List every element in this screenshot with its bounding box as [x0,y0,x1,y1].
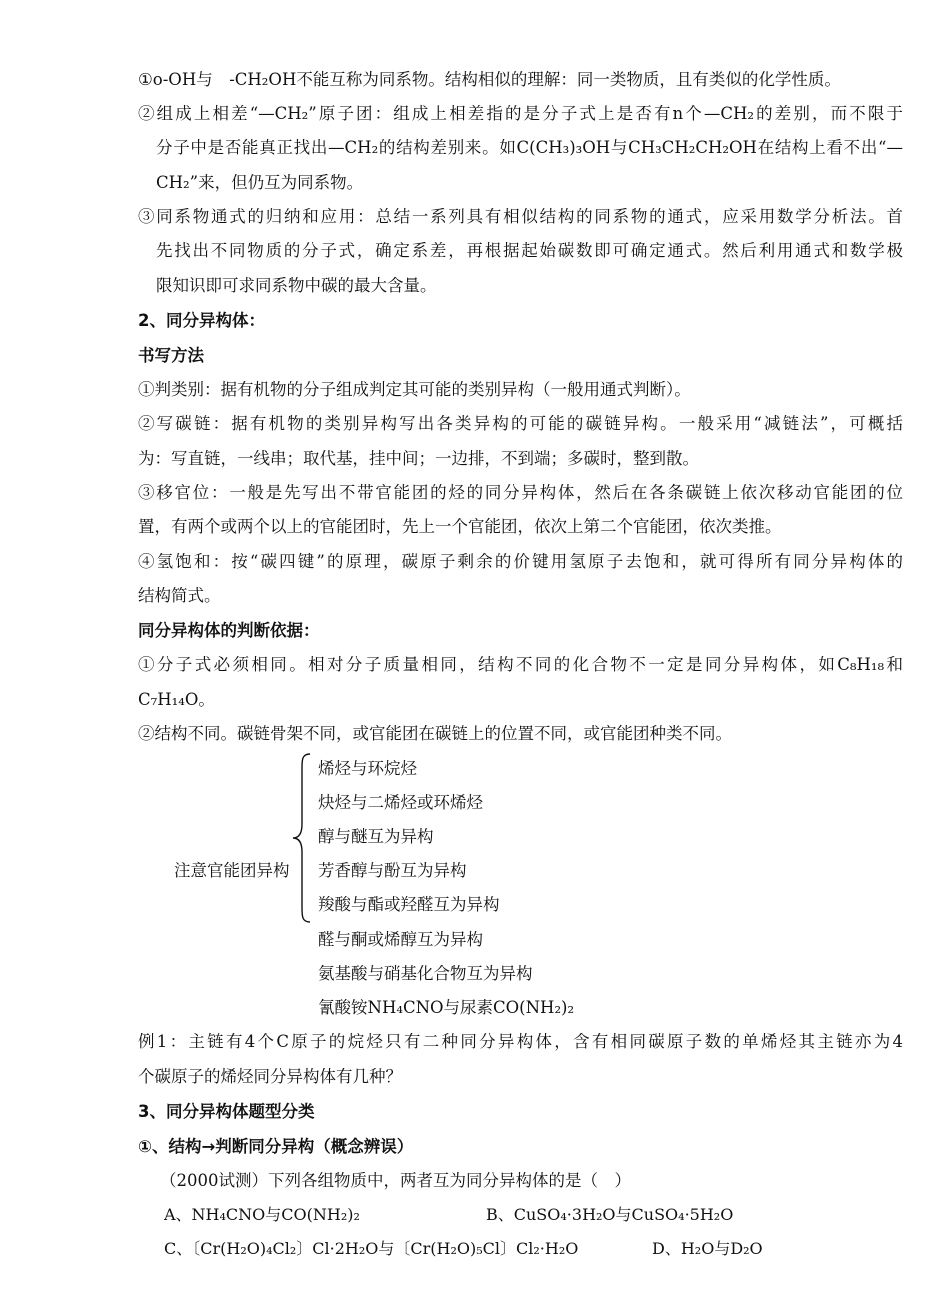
sub-heading: 同分异构体的判断依据： [138,621,320,640]
text-line: ①分子式必须相同。相对分子质量相同，结构不同的化合物不一定是同分异构体，如C₈H₁₈和 [138,655,903,674]
text-line: CH₂”来，但仍互为同系物。 [156,173,364,192]
text-line: ①o-OH与 -CH₂OH不能互称为同系物。结构相似的理解：同一类物质，且有类似的化学性质。 [138,70,841,89]
brace-item: 烯烃与环烷烃 [318,759,417,778]
section-heading: 3、同分异构体题型分类 [138,1102,315,1121]
text-line: 先找出不同物质的分子式，确定系差，再根据起始碳数即可确定通式。然后利用通式和数学极 [156,241,903,260]
brace-item: 芳香醇与酚互为异构 [318,861,467,880]
text-line: ②写碳链：据有机物的类别异构写出各类异构的可能的碳链异构。一般采用“减链法”，可概括 [138,414,903,433]
brace-item: 醛与酮或烯醇互为异构 [318,930,483,949]
option-c: C、〔Cr(H₂O)₄Cl₂〕Cl·2H₂O与〔Cr(H₂O)₅Cl〕Cl₂·H₂O [164,1239,579,1258]
brace-item: 氰酸铵NH₄CNO与尿素CO(NH₂)₂ [318,998,575,1017]
option-b: B、CuSO₄·3H₂O与CuSO₄·5H₂O [486,1205,734,1224]
sub-heading: ①、结构→判断同分异构（概念辨误） [138,1137,414,1156]
text-line: ③同系物通式的归纳和应用：总结一系列具有相似结构的同系物的通式，应采用数学分析法。首 [138,207,903,226]
text-line: 分子中是否能真正找出—CH₂的结构差别来。如C(CH₃)₃OH与CH₃CH₂CH₂OH在结构上看不出“— [156,138,903,157]
text-line: 限知识即可求同系物中碳的最大含量。 [156,276,437,295]
brace-item: 羧酸与酯或羟醛互为异构 [318,895,500,914]
example-line: 个碳原子的烯烃同分异构体有几种？ [138,1067,402,1086]
brace-item: 氨基酸与硝基化合物互为异构 [318,964,533,983]
brace-label: 注意官能团异构 [174,861,290,880]
sub-heading: 书写方法 [138,346,204,365]
text-line: ④氢饱和：按“碳四键”的原理，碳原子剩余的价键用氢原子去饱和，就可得所有同分异构体的 [138,552,903,571]
text-line: 置，有两个或两个以上的官能团时，先上一个官能团，依次上第二个官能团，依次类推。 [138,517,782,536]
text-line: ②组成上相差“—CH₂”原子团：组成上相差指的是分子式上是否有n个—CH₂的差别，而不限于 [138,104,903,123]
option-d: D、H₂O与D₂O [652,1239,763,1258]
text-line: ①判类别：据有机物的分子组成判定其可能的类别异构（一般用通式判断）。 [138,380,691,399]
option-a: A、NH₄CNO与CO(NH₂)₂ [164,1205,360,1224]
curly-brace-icon [290,752,314,924]
text-line: ②结构不同。碳链骨架不同，或官能团在碳链上的位置不同，或官能团种类不同。 [138,724,732,743]
question-text: （2000试测）下列各组物质中，两者互为同分异构体的是（ ） [160,1171,631,1190]
text-line: 为：写直链，一线串；取代基，挂中间；一边排，不到端；多碳时，整到散。 [138,449,699,468]
brace-item: 醇与醚互为异构 [318,827,434,846]
example-line: 例1：主链有4个C原子的烷烃只有二种同分异构体，含有相同碳原子数的单烯烃其主链亦为4 [138,1032,903,1051]
brace-item: 炔烃与二烯烃或环烯烃 [318,793,483,812]
text-line: C₇H₁₄O。 [138,690,215,709]
text-line: 结构简式。 [138,586,221,605]
text-line: ③移官位：一般是先写出不带官能团的烃的同分异构体，然后在各条碳链上依次移动官能团的位 [138,483,903,502]
section-heading: 2、同分异构体： [138,311,265,330]
